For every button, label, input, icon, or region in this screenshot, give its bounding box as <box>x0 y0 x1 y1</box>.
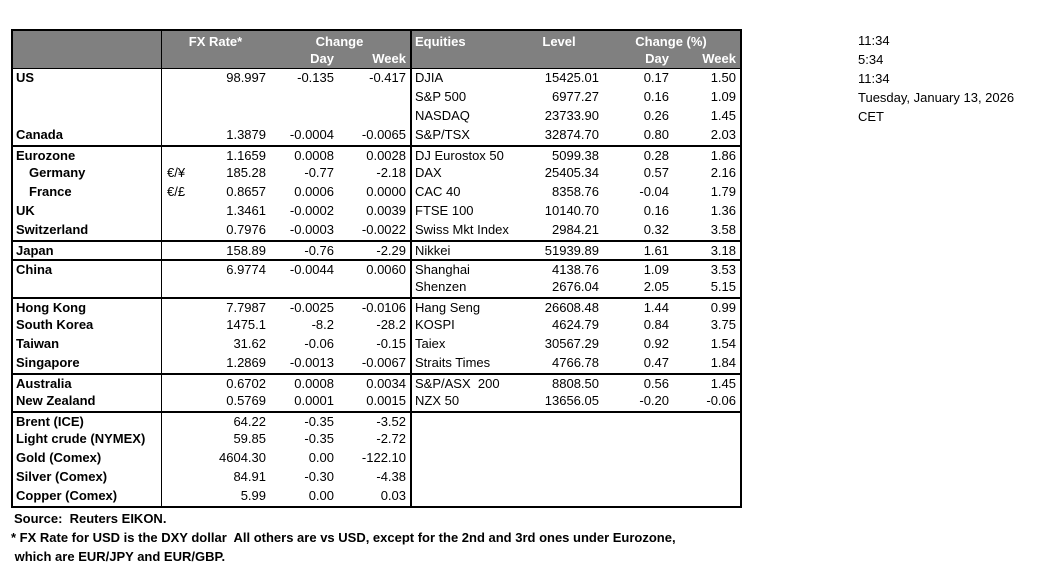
equity-index-cell <box>410 430 516 449</box>
table-row <box>13 468 740 487</box>
fx-week-header: Week <box>372 51 406 66</box>
equity-level-cell: 23733.90 <box>544 108 599 123</box>
table-row <box>13 202 740 221</box>
equity-week-change-cell: -0.06 <box>706 393 736 408</box>
equity-week-change-cell <box>672 430 740 449</box>
fx-day-change-cell: 0.0006 <box>294 184 334 199</box>
equity-level-cell: 4624.79 <box>552 317 599 332</box>
equity-day-change-cell: -0.04 <box>639 184 669 199</box>
fx-week-change-cell: -0.417 <box>369 70 406 85</box>
currency-pair-cell <box>162 449 200 468</box>
currency-pair-cell <box>162 261 200 278</box>
fx-day-change-cell: -0.0003 <box>289 222 334 237</box>
fx-day-change-cell <box>269 107 337 126</box>
equity-week-change-cell <box>672 413 740 430</box>
fx-day-change-cell: 0.0001 <box>294 393 334 408</box>
equity-index-cell: Shenzen <box>410 278 516 297</box>
fx-day-change-cell: -0.35 <box>304 431 334 446</box>
fx-rate-cell: 31.62 <box>233 336 266 351</box>
fx-rate-cell: 1475.1 <box>226 317 266 332</box>
country-cell <box>13 107 162 126</box>
date-line: Tuesday, January 13, 2026 <box>858 90 1015 105</box>
table-row <box>13 430 740 449</box>
country-cell <box>13 88 162 107</box>
equity-level-cell: 51939.89 <box>544 243 599 258</box>
equity-week-change-cell: 3.58 <box>710 222 736 237</box>
equity-level-cell: 6977.27 <box>552 89 599 104</box>
fx-week-change-cell: -28.2 <box>376 317 406 332</box>
currency-pair-cell <box>162 278 200 297</box>
change-header: Change <box>315 34 364 49</box>
fx-rate-header: FX Rate* <box>188 34 243 49</box>
fx-week-change-cell: 0.03 <box>380 488 406 503</box>
fx-week-change-cell: 0.0015 <box>366 393 406 408</box>
equity-level-cell: 8808.50 <box>552 376 599 391</box>
source-note: Source: Reuters EIKON. <box>14 511 167 526</box>
table-row <box>13 164 740 183</box>
equity-index-cell <box>410 468 516 487</box>
fx-day-change-cell: -0.0002 <box>289 203 334 218</box>
equity-index-cell: Shanghai <box>410 261 516 278</box>
equity-week-change-cell: 1.45 <box>710 376 736 391</box>
country-cell <box>13 278 162 297</box>
equity-week-change-cell: 5.15 <box>710 279 736 294</box>
fx-rate-cell: 0.7976 <box>226 222 266 237</box>
fx-rate-cell: 1.3461 <box>226 203 266 218</box>
equity-week-change-cell <box>672 487 740 506</box>
equity-index-cell: Straits Times <box>410 354 516 373</box>
fx-day-header: Day <box>310 51 334 66</box>
fx-week-change-cell: -2.29 <box>376 243 406 258</box>
fx-day-change-cell: -0.0044 <box>289 262 334 277</box>
fx-day-change-cell: -0.135 <box>297 70 334 85</box>
table-row <box>13 392 740 411</box>
equity-week-change-cell: 2.03 <box>710 127 736 142</box>
fx-rate-cell: 0.6702 <box>226 376 266 391</box>
equity-level-cell: 26608.48 <box>544 300 599 315</box>
table-row <box>13 240 740 259</box>
country-cell: Taiwan <box>13 335 162 354</box>
header-spacer <box>162 51 269 68</box>
timestamp-line: 5:34 <box>858 52 884 67</box>
equity-day-change-cell <box>602 468 672 487</box>
fx-week-change-cell: -2.72 <box>376 431 406 446</box>
equity-index-cell: Hang Seng <box>410 299 516 316</box>
fx-day-change-cell: -0.35 <box>304 414 334 429</box>
fx-rate-cell: 5.99 <box>240 488 266 503</box>
equity-index-cell: DAX <box>410 164 516 183</box>
equity-index-cell: Nikkei <box>410 242 516 259</box>
currency-pair-cell <box>162 375 200 392</box>
fx-week-change-cell <box>337 278 410 297</box>
fx-day-change-cell <box>269 88 337 107</box>
equity-day-change-cell <box>602 413 672 430</box>
equity-day-change-cell: 0.16 <box>643 89 669 104</box>
table-body <box>13 69 740 506</box>
change-pct-header: Change (%) <box>635 34 707 49</box>
equity-level-cell: 8358.76 <box>552 184 599 199</box>
equity-index-cell: Swiss Mkt Index <box>410 221 516 240</box>
equity-day-change-cell: 1.61 <box>643 243 669 258</box>
country-cell: Hong Kong <box>13 299 162 316</box>
equity-week-change-cell: 1.45 <box>710 108 736 123</box>
fx-week-change-cell: 0.0000 <box>366 184 406 199</box>
currency-pair-cell <box>162 392 200 411</box>
fx-rate-cell: 4604.30 <box>219 450 266 465</box>
equity-day-change-cell: 0.80 <box>643 127 669 142</box>
table-row <box>13 354 740 373</box>
table-row <box>13 449 740 468</box>
header-blank-cell <box>13 51 162 68</box>
equity-week-change-cell: 1.36 <box>710 203 736 218</box>
equity-level-cell: 13656.05 <box>544 393 599 408</box>
equity-day-header: Day <box>645 51 669 66</box>
equity-level-cell: 32874.70 <box>544 127 599 142</box>
fx-rate-cell <box>200 107 269 126</box>
fx-rate-footnote: which are EUR/JPY and EUR/GBP. <box>11 549 226 564</box>
fx-week-change-cell: 0.0028 <box>366 148 406 163</box>
country-cell: South Korea <box>13 316 162 335</box>
country-cell: UK <box>13 202 162 221</box>
fx-rate-cell: 158.89 <box>226 243 266 258</box>
equity-index-cell: NASDAQ <box>410 107 516 126</box>
equity-level-cell: 5099.38 <box>552 148 599 163</box>
fx-rate-cell: 98.997 <box>226 70 266 85</box>
fx-rate-footnote: * FX Rate for USD is the DXY dollar All others are vs USD, except for the 2nd and 3rd ones under Eurozone, <box>11 530 676 545</box>
table-header-row-2 <box>13 51 740 69</box>
equity-level-cell <box>516 449 602 468</box>
equity-day-change-cell: 0.26 <box>643 108 669 123</box>
equity-index-cell <box>410 487 516 506</box>
equity-index-cell: NZX 50 <box>410 392 516 411</box>
table-row <box>13 297 740 316</box>
country-cell: Australia <box>13 375 162 392</box>
equity-level-cell <box>516 413 602 430</box>
fx-week-change-cell: -0.0106 <box>361 300 406 315</box>
timestamp-line: 11:34 <box>858 33 890 48</box>
country-cell: France <box>13 183 162 202</box>
equity-day-change-cell: 0.16 <box>643 203 669 218</box>
fx-rate-cell <box>200 278 269 297</box>
equity-day-change-cell: 1.44 <box>643 300 669 315</box>
fx-day-change-cell <box>269 278 337 297</box>
fx-week-change-cell: 0.0060 <box>366 262 406 277</box>
table-row <box>13 316 740 335</box>
fx-day-change-cell: -0.0025 <box>289 300 334 315</box>
currency-pair-cell <box>162 88 200 107</box>
currency-pair-cell <box>162 413 200 430</box>
equity-day-change-cell: 0.28 <box>643 148 669 163</box>
equity-level-cell: 2984.21 <box>552 222 599 237</box>
equity-day-change-cell: 0.47 <box>643 355 669 370</box>
fx-rate-cell: 6.9774 <box>226 262 266 277</box>
table-row <box>13 487 740 506</box>
currency-pair-cell <box>162 221 200 240</box>
timestamp-block <box>858 31 1014 126</box>
equity-day-change-cell: 0.17 <box>643 70 669 85</box>
equity-index-cell: KOSPI <box>410 316 516 335</box>
country-cell: Eurozone <box>13 147 162 164</box>
equity-day-change-cell: 1.09 <box>643 262 669 277</box>
currency-pair-cell <box>162 354 200 373</box>
fx-day-change-cell: -0.76 <box>304 243 334 258</box>
country-cell: Switzerland <box>13 221 162 240</box>
currency-pair-cell <box>162 299 200 316</box>
country-cell: Brent (ICE) <box>13 413 162 430</box>
fx-day-change-cell: 0.0008 <box>294 148 334 163</box>
equity-index-cell: DJ Eurostox 50 <box>410 147 516 164</box>
country-cell: China <box>13 261 162 278</box>
fx-week-change-cell: 0.0034 <box>366 376 406 391</box>
currency-pair-cell <box>162 107 200 126</box>
equity-index-cell: CAC 40 <box>410 183 516 202</box>
table-row <box>13 145 740 164</box>
currency-pair-cell <box>162 487 200 506</box>
equity-week-change-cell: 1.50 <box>710 70 736 85</box>
table-row <box>13 88 740 107</box>
equity-week-change-cell: 2.16 <box>710 165 736 180</box>
equity-level-cell: 25405.34 <box>544 165 599 180</box>
currency-pair-cell <box>162 126 200 145</box>
fx-week-change-cell: -0.0065 <box>361 127 406 142</box>
fx-day-change-cell: -0.0013 <box>289 355 334 370</box>
table-row <box>13 259 740 278</box>
currency-pair-cell <box>162 69 200 88</box>
equity-index-cell: FTSE 100 <box>410 202 516 221</box>
country-cell: Silver (Comex) <box>13 468 162 487</box>
equity-week-change-cell: 3.53 <box>710 262 736 277</box>
equity-index-cell: S&P 500 <box>410 88 516 107</box>
fx-rate-cell: 7.7987 <box>226 300 266 315</box>
equity-week-change-cell: 1.84 <box>710 355 736 370</box>
country-cell: Singapore <box>13 354 162 373</box>
market-data-table <box>11 29 742 508</box>
fx-week-change-cell: -122.10 <box>361 450 406 465</box>
fx-rate-cell: 1.2869 <box>226 355 266 370</box>
equity-week-change-cell: 1.86 <box>710 148 736 163</box>
table-row <box>13 107 740 126</box>
equity-week-change-cell: 3.18 <box>710 243 736 258</box>
country-cell: Canada <box>13 126 162 145</box>
fx-week-change-cell <box>337 107 410 126</box>
equity-level-cell: 4138.76 <box>552 262 599 277</box>
equity-week-change-cell <box>672 468 740 487</box>
fx-rate-cell: 0.8657 <box>226 184 266 199</box>
fx-day-change-cell: -0.30 <box>304 469 334 484</box>
fx-day-change-cell: -0.77 <box>304 165 334 180</box>
equity-day-change-cell: 0.57 <box>643 165 669 180</box>
header-spacer <box>410 51 516 68</box>
fx-week-change-cell: -0.0022 <box>361 222 406 237</box>
currency-pair-cell <box>162 468 200 487</box>
fx-day-change-cell: 0.0008 <box>294 376 334 391</box>
currency-pair-cell: €/£ <box>167 184 186 199</box>
currency-pair-cell <box>162 335 200 354</box>
equity-index-cell: DJIA <box>410 69 516 88</box>
fx-rate-cell: 185.28 <box>226 165 266 180</box>
equity-week-change-cell: 3.75 <box>710 317 736 332</box>
equity-level-cell: 4766.78 <box>552 355 599 370</box>
equity-level-cell: 2676.04 <box>552 279 599 294</box>
table-row <box>13 373 740 392</box>
country-cell: Japan <box>13 242 162 259</box>
equity-day-change-cell: 2.05 <box>643 279 669 294</box>
equity-index-cell <box>410 413 516 430</box>
currency-pair-cell <box>162 242 200 259</box>
equity-day-change-cell: 0.84 <box>643 317 669 332</box>
fx-rate-cell: 64.22 <box>233 414 266 429</box>
equity-level-cell: 10140.70 <box>544 203 599 218</box>
fx-rate-cell: 59.85 <box>233 431 266 446</box>
fx-week-change-cell: -3.52 <box>376 414 406 429</box>
fx-day-change-cell: 0.00 <box>308 450 334 465</box>
fx-rate-cell: 1.1659 <box>226 148 266 163</box>
currency-pair-cell <box>162 430 200 449</box>
timezone-line: CET <box>858 109 884 124</box>
fx-rate-cell <box>200 88 269 107</box>
table-row <box>13 183 740 202</box>
country-cell: New Zealand <box>13 392 162 411</box>
equity-day-change-cell: -0.20 <box>639 393 669 408</box>
fx-rate-cell: 1.3879 <box>226 127 266 142</box>
equity-week-header: Week <box>702 51 736 66</box>
fx-week-change-cell: -2.18 <box>376 165 406 180</box>
equity-week-change-cell <box>672 449 740 468</box>
equity-level-cell <box>516 430 602 449</box>
equity-day-change-cell <box>602 430 672 449</box>
table-row <box>13 278 740 297</box>
equities-header: Equities <box>410 31 516 51</box>
equity-level-cell <box>516 487 602 506</box>
equity-index-cell: S&P/TSX <box>410 126 516 145</box>
table-row <box>13 335 740 354</box>
equity-day-change-cell: 0.32 <box>643 222 669 237</box>
currency-pair-cell <box>162 316 200 335</box>
level-header: Level <box>542 34 576 49</box>
header-spacer <box>516 51 602 68</box>
equity-level-cell: 15425.01 <box>544 70 599 85</box>
equity-week-change-cell: 1.54 <box>710 336 736 351</box>
header-blank-cell <box>13 31 162 51</box>
equity-index-cell <box>410 449 516 468</box>
currency-pair-cell <box>162 202 200 221</box>
table-header-row-1 <box>13 31 740 51</box>
table-row <box>13 221 740 240</box>
table-row <box>13 411 740 430</box>
fx-rate-cell: 84.91 <box>233 469 266 484</box>
equity-level-cell <box>516 468 602 487</box>
fx-week-change-cell: -0.0067 <box>361 355 406 370</box>
fx-day-change-cell: -8.2 <box>311 317 334 332</box>
country-cell: Light crude (NYMEX) <box>13 430 162 449</box>
equity-index-cell: S&P/ASX 200 <box>410 375 516 392</box>
fx-day-change-cell: -0.06 <box>304 336 334 351</box>
table-row <box>13 69 740 88</box>
equity-week-change-cell: 0.99 <box>710 300 736 315</box>
fx-day-change-cell: -0.0004 <box>289 127 334 142</box>
country-cell: Gold (Comex) <box>13 449 162 468</box>
table-row <box>13 126 740 145</box>
equity-day-change-cell <box>602 487 672 506</box>
fx-week-change-cell: 0.0039 <box>366 203 406 218</box>
equity-day-change-cell <box>602 449 672 468</box>
currency-pair-cell: €/¥ <box>167 165 186 180</box>
equity-index-cell: Taiex <box>410 335 516 354</box>
equity-level-cell: 30567.29 <box>544 336 599 351</box>
fx-week-change-cell <box>337 88 410 107</box>
fx-rate-cell: 0.5769 <box>226 393 266 408</box>
equity-week-change-cell: 1.09 <box>710 89 736 104</box>
fx-week-change-cell: -4.38 <box>376 469 406 484</box>
timestamp-line: 11:34 <box>858 71 890 86</box>
country-cell: Germany <box>13 164 162 183</box>
equity-week-change-cell: 1.79 <box>710 184 736 199</box>
fx-week-change-cell: -0.15 <box>376 336 406 351</box>
country-cell: Copper (Comex) <box>13 487 162 506</box>
currency-pair-cell <box>162 147 200 164</box>
equity-day-change-cell: 0.56 <box>643 376 669 391</box>
equity-day-change-cell: 0.92 <box>643 336 669 351</box>
country-cell: US <box>13 69 162 88</box>
fx-day-change-cell: 0.00 <box>308 488 334 503</box>
